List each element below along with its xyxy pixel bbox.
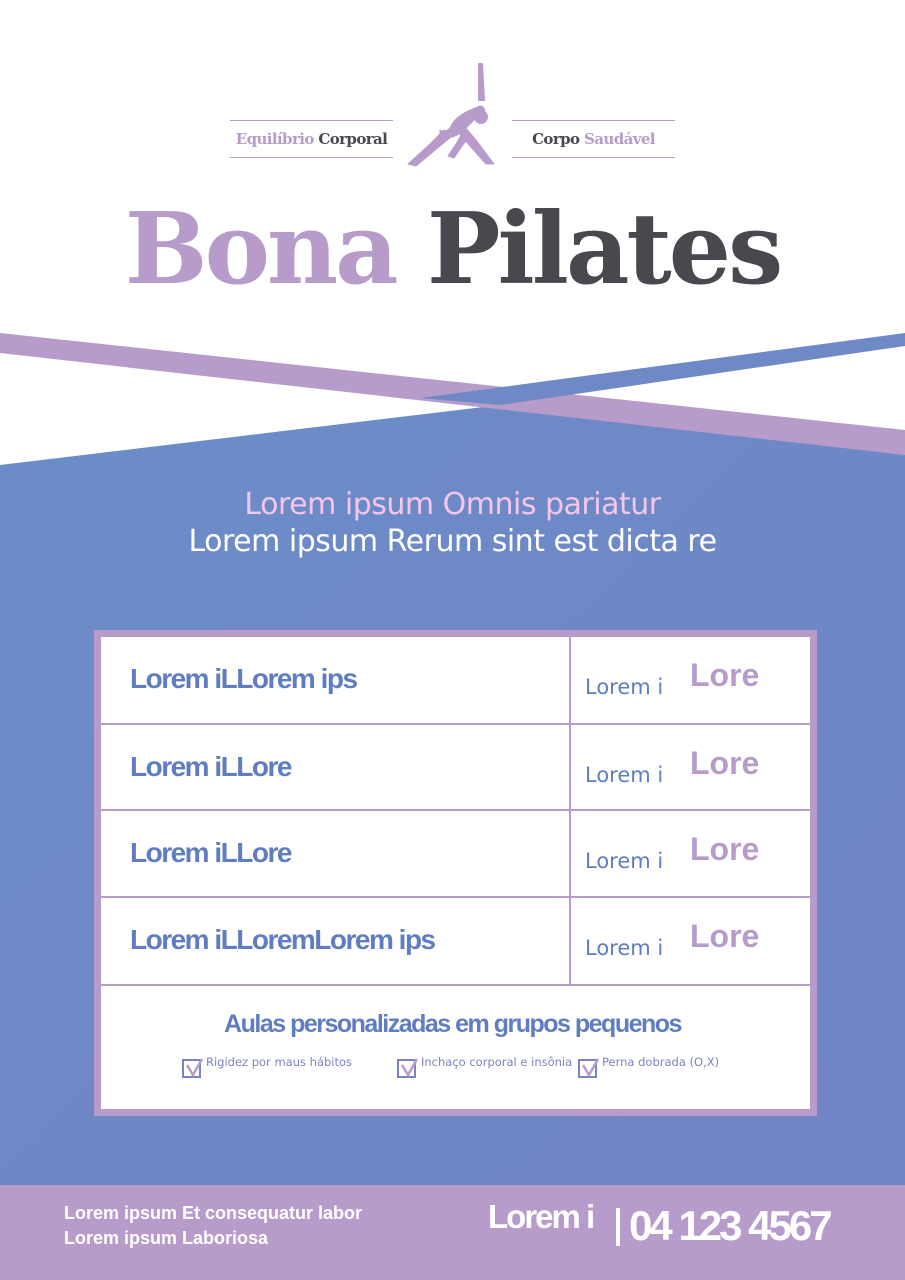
price-row (101, 725, 810, 811)
tagline-corpo-saudavel (512, 120, 675, 158)
price-row-name: Lorem iLLorem ips (130, 663, 357, 694)
footer-phone-number[interactable]: 04 123 4567 (629, 1202, 830, 1249)
page-title (0, 190, 905, 310)
footer-line-2: Lorem ipsum Laboriosa (64, 1228, 269, 1248)
benefit-item (182, 1055, 352, 1078)
price-row-label: Lorem i (585, 936, 664, 960)
tagline-right-part2: Saudável (584, 130, 655, 148)
price-panel (94, 630, 817, 1116)
benefit-item-label: Perna dobrada (O,X) (602, 1055, 720, 1069)
tagline-left-part2: Corporal (318, 130, 388, 148)
price-row (101, 811, 810, 898)
subtitle-line-2: Lorem ipsum Rerum sint est dicta re (188, 524, 717, 559)
title-word-pilates: Pilates (426, 192, 781, 307)
row-divider (569, 637, 571, 723)
checkbox-checked-icon (397, 1059, 416, 1078)
price-row-name: Lorem iLLoremLorem ips (130, 924, 435, 955)
price-row-value: Lore (690, 745, 760, 781)
yoga-pose-icon (400, 60, 505, 170)
row-divider (569, 898, 571, 984)
footer-line-1: Lorem ipsum Et consequatur labor (64, 1203, 363, 1223)
row-divider (569, 811, 571, 896)
footer-separator (616, 1208, 620, 1246)
price-row-name: Lorem iLLore (130, 751, 291, 782)
benefit-item-label: Inchaço corporal e insônia (421, 1055, 573, 1069)
tagline-right-part1: Corpo (532, 130, 580, 148)
price-row-label: Lorem i (585, 849, 664, 873)
tagline-equilibrio-corporal (230, 120, 393, 158)
benefit-item-label: Rigidez por maus hábitos (206, 1055, 353, 1069)
price-row (101, 898, 810, 986)
price-row-value: Lore (690, 831, 760, 867)
title-word-bona: Bona (124, 192, 396, 307)
benefit-item (578, 1055, 719, 1078)
benefit-item (397, 1055, 572, 1078)
price-row-label: Lorem i (585, 675, 664, 699)
checkbox-checked-icon (182, 1059, 201, 1078)
tagline-left-part1: Equilíbrio (235, 130, 314, 148)
price-row-value: Lore (690, 918, 760, 954)
footer-contact-label: Lorem i (488, 1198, 594, 1235)
price-row-label: Lorem i (585, 763, 664, 787)
checkbox-checked-icon (578, 1059, 597, 1078)
subtitle-line-1: Lorem ipsum Omnis pariatur (244, 487, 661, 522)
price-row (101, 637, 810, 725)
classes-heading: Aulas personalizadas em grupos pequenos (224, 1010, 681, 1038)
price-row-value: Lore (690, 657, 760, 693)
row-divider (569, 725, 571, 809)
price-row-name: Lorem iLLore (130, 837, 291, 868)
